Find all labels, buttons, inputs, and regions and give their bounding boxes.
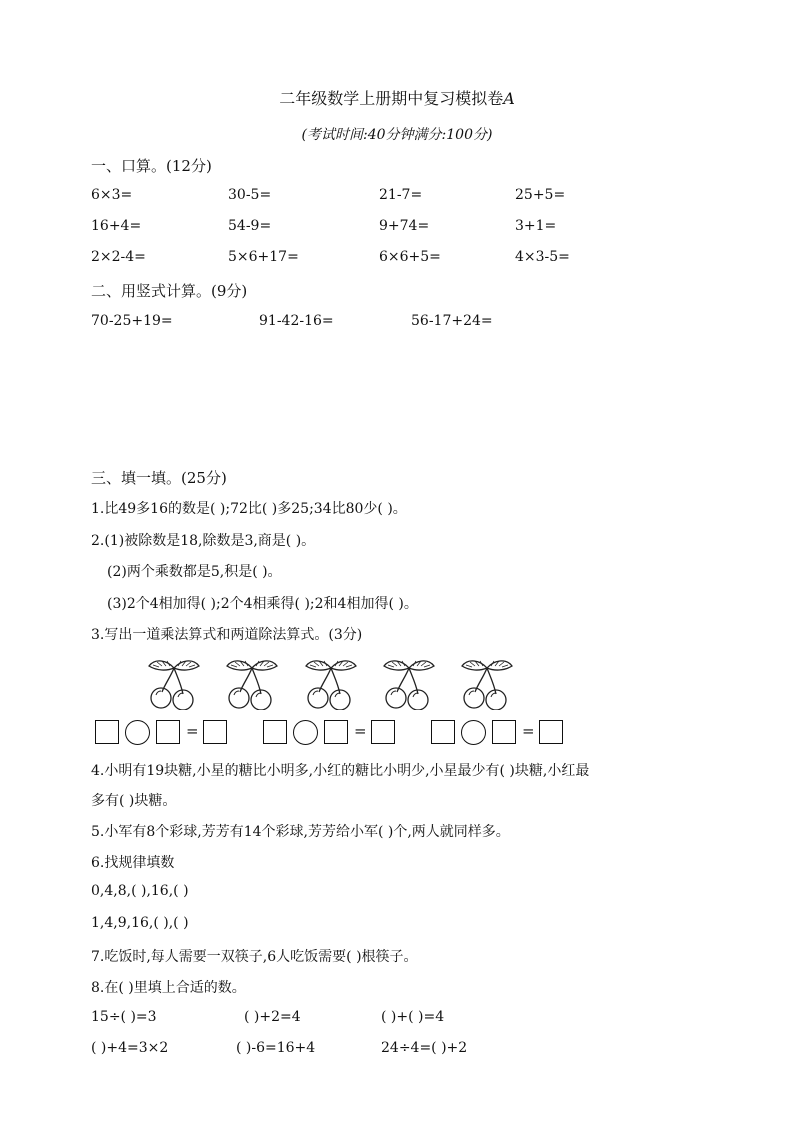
- calc-item: 6×3=: [91, 187, 133, 203]
- answer-box[interactable]: [156, 720, 180, 744]
- equals-sign: =: [354, 722, 367, 740]
- calc-item: 3+1=: [515, 218, 557, 234]
- cherry-illustrations: [147, 654, 507, 710]
- title-suffix: A: [503, 89, 515, 108]
- vertical-calc-item: 91-42-16=: [259, 313, 334, 329]
- answer-box[interactable]: [539, 720, 563, 744]
- question-5: 5.小军有8个彩球,芳芳有14个彩球,芳芳给小军( )个,两人就同样多。: [91, 824, 510, 840]
- fill-in-item: ( )+4=3×2: [91, 1040, 169, 1056]
- question-3: 3.写出一道乘法算式和两道除法算式。(3分): [91, 627, 363, 643]
- calc-item: 16+4=: [91, 218, 142, 234]
- vertical-calc-item: 70-25+19=: [91, 313, 173, 329]
- question-4-line2: 多有( )块糖。: [91, 793, 177, 809]
- answer-box[interactable]: [95, 720, 119, 744]
- fill-in-item: 24÷4=( )+2: [381, 1040, 468, 1056]
- question-8: 8.在( )里填上合适的数。: [91, 980, 246, 996]
- equation-template-1: [95, 720, 235, 746]
- answer-box[interactable]: [371, 720, 395, 744]
- calc-item: 5×6+17=: [228, 249, 299, 265]
- cherry-icon: [147, 654, 201, 710]
- operator-circle[interactable]: [461, 720, 486, 745]
- question-7: 7.吃饭时,每人需要一双筷子,6人吃饭需要( )根筷子。: [91, 949, 418, 965]
- calc-item: 2×2-4=: [91, 249, 146, 265]
- vertical-calc-item: 56-17+24=: [411, 313, 493, 329]
- fill-in-item: ( )-6=16+4: [236, 1040, 316, 1056]
- answer-box[interactable]: [431, 720, 455, 744]
- calc-item: 4×3-5=: [515, 249, 570, 265]
- question-6-sequence-2: 1,4,9,16,( ),( ): [91, 915, 189, 931]
- calc-item: 30-5=: [228, 187, 272, 203]
- equation-template-2: [263, 720, 403, 746]
- operator-circle[interactable]: [125, 720, 150, 745]
- calc-item: 6×6+5=: [379, 249, 441, 265]
- fill-in-item: ( )+( )=4: [381, 1009, 445, 1025]
- title-text: 二年级数学上册期中复习模拟卷: [279, 89, 504, 108]
- question-2-part2: (2)两个乘数都是5,积是( )。: [107, 564, 282, 580]
- equation-template-3: [431, 720, 571, 746]
- cherry-icon: [304, 654, 358, 710]
- answer-box[interactable]: [324, 720, 348, 744]
- answer-box[interactable]: [263, 720, 287, 744]
- fill-in-item: ( )+2=4: [244, 1009, 301, 1025]
- calc-item: 9+74=: [379, 218, 430, 234]
- operator-circle[interactable]: [293, 720, 318, 745]
- calc-item: 21-7=: [379, 187, 423, 203]
- calc-item: 25+5=: [515, 187, 566, 203]
- question-2-part3: (3)2个4相加得( );2个4相乘得( );2和4相加得( )。: [107, 596, 418, 612]
- answer-box[interactable]: [492, 720, 516, 744]
- section2-heading: 二、用竖式计算。(9分): [91, 282, 248, 300]
- answer-box[interactable]: [203, 720, 227, 744]
- question-2-part1: 2.(1)被除数是18,除数是3,商是( )。: [91, 533, 316, 549]
- question-4-line1: 4.小明有19块糖,小星的糖比小明多,小红的糖比小明少,小星最少有( )块糖,小红最: [91, 763, 590, 779]
- cherry-icon: [382, 654, 436, 710]
- question-1: 1.比49多16的数是( );72比( )多25;34比80少( )。: [91, 501, 407, 517]
- equals-sign: =: [186, 722, 199, 740]
- equals-sign: =: [522, 722, 535, 740]
- section1-heading: 一、口算。(12分): [91, 157, 212, 175]
- question-6-sequence-1: 0,4,8,( ),16,( ): [91, 883, 189, 899]
- calc-item: 54-9=: [228, 218, 272, 234]
- question-6: 6.找规律填数: [91, 855, 175, 871]
- page-subtitle: (考试时间:40分钟满分:100分): [301, 127, 493, 143]
- cherry-icon: [460, 654, 514, 710]
- fill-in-item: 15÷( )=3: [91, 1009, 157, 1025]
- page-title: [0, 86, 794, 109]
- section3-heading: 三、填一填。(25分): [91, 469, 227, 487]
- cherry-icon: [225, 654, 279, 710]
